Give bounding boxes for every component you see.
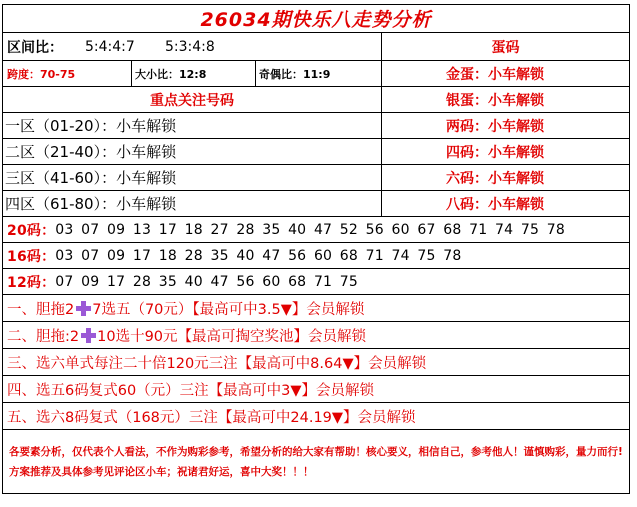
egg-name: 银蛋： (446, 92, 488, 109)
code-row-16 (3, 243, 629, 269)
plan-row-4 (3, 376, 629, 403)
page-title: 26034期快乐八走势分析 (200, 9, 432, 31)
egg-value: 小车解锁 (488, 66, 544, 83)
plan-line: 五、选六8码复式（168元）三注【最高可中24.19▼】会员解锁 (7, 409, 416, 426)
zone-label: 三区（41-60）： (5, 169, 117, 187)
plan-line: 三、选六单式每注二十倍120元三注【最高可中8.64▼】会员解锁 (7, 355, 427, 372)
disclaimer-note: 各要素分析，仅代表个人看法，不作为购彩参考，希望分析的给大家有帮助！核心要义，相信自己，参考他人！谨慎购彩，量力而行!方案推荐及具体参考见评论区小车；祝诸君好运，喜中大奖！！！ (9, 445, 623, 478)
analysis-sheet (2, 4, 630, 494)
note-row (3, 430, 629, 493)
zone-item (5, 139, 381, 164)
egg-name: 八码： (446, 196, 488, 213)
plan-pre: 一、胆拖2 (7, 301, 75, 318)
ratio-value-2: 5:3:4:8 (165, 38, 215, 55)
egg-header: 蛋码 (381, 33, 629, 60)
plan-row-2 (3, 322, 629, 349)
stats-row (3, 61, 629, 87)
plan-line: 四、选五6码复式60（元）三注【最高可中3▼】会员解锁 (7, 382, 375, 399)
code-row-20 (3, 217, 629, 243)
zone-item (5, 165, 381, 190)
zone-row-0 (3, 113, 629, 139)
zone-value: 小车解锁 (116, 143, 177, 161)
code-numbers: 03 07 09 17 18 28 35 40 47 56 60 68 71 74 75 78 (55, 247, 462, 264)
code-line (7, 217, 629, 242)
zone-label: 四区（61-80）： (5, 195, 117, 213)
plus-icon (80, 327, 96, 343)
egg-value: 小车解锁 (488, 144, 544, 161)
size-ratio: 大小比：12:8 (131, 61, 255, 86)
egg-name: 四码： (446, 144, 488, 161)
plan-row-3 (3, 349, 629, 376)
plus-icon (75, 300, 91, 316)
code-label: 16码： (7, 248, 56, 265)
egg-name: 六码： (446, 170, 488, 187)
span-label: 跨度：70-75 (7, 67, 76, 81)
code-numbers: 03 07 09 13 17 18 27 28 35 40 47 52 56 60 67 68 71 74 75 78 (55, 221, 565, 238)
zone-label: 一区（01-20）： (5, 117, 117, 135)
egg-value: 小车解锁 (488, 118, 544, 135)
zone-row-1 (3, 139, 629, 165)
egg-row-2 (381, 113, 629, 138)
egg-name: 金蛋： (446, 66, 488, 83)
plan-post: 10选十90元【最高可掏空奖池】会员解锁 (97, 328, 367, 345)
plan-row-5 (3, 403, 629, 430)
focus-row (3, 87, 629, 113)
egg-name: 两码： (446, 118, 488, 135)
code-numbers: 07 09 17 28 35 40 47 56 60 68 71 75 (55, 273, 359, 290)
egg-row-3 (381, 139, 629, 164)
plan-post: 7选五（70元）【最高可中3.5▼】会员解锁 (92, 301, 365, 318)
ratio-row (3, 33, 629, 61)
ratio-label: 区间比： (7, 39, 63, 56)
plan-row-1 (3, 295, 629, 322)
title-row (3, 5, 629, 33)
zone-row-3 (3, 191, 629, 217)
code-row-12 (3, 269, 629, 295)
code-line (7, 269, 629, 294)
plan-line (7, 295, 629, 321)
zone-value: 小车解锁 (116, 195, 177, 213)
plan-pre: 二、胆拖:2 (7, 328, 80, 345)
code-line (7, 243, 629, 268)
focus-header: 重点关注号码 (150, 92, 234, 109)
ratio-value-1: 5:4:4:7 (85, 38, 135, 55)
zone-value: 小车解锁 (116, 169, 177, 187)
egg-value: 小车解锁 (488, 92, 544, 109)
zone-value: 小车解锁 (116, 117, 177, 135)
egg-value: 小车解锁 (488, 170, 544, 187)
zone-label: 二区（21-40）： (5, 143, 117, 161)
zone-item (5, 191, 381, 216)
egg-value: 小车解锁 (488, 196, 544, 213)
zone-item (5, 113, 381, 138)
egg-row-1 (381, 87, 629, 112)
zone-row-2 (3, 165, 629, 191)
plan-line (7, 322, 629, 348)
egg-row-0 (381, 61, 629, 86)
egg-row-5 (381, 191, 629, 216)
egg-row-4 (381, 165, 629, 190)
code-label: 20码： (7, 222, 56, 239)
code-label: 12码： (7, 274, 56, 291)
parity-ratio: 奇偶比：11:9 (255, 61, 381, 86)
